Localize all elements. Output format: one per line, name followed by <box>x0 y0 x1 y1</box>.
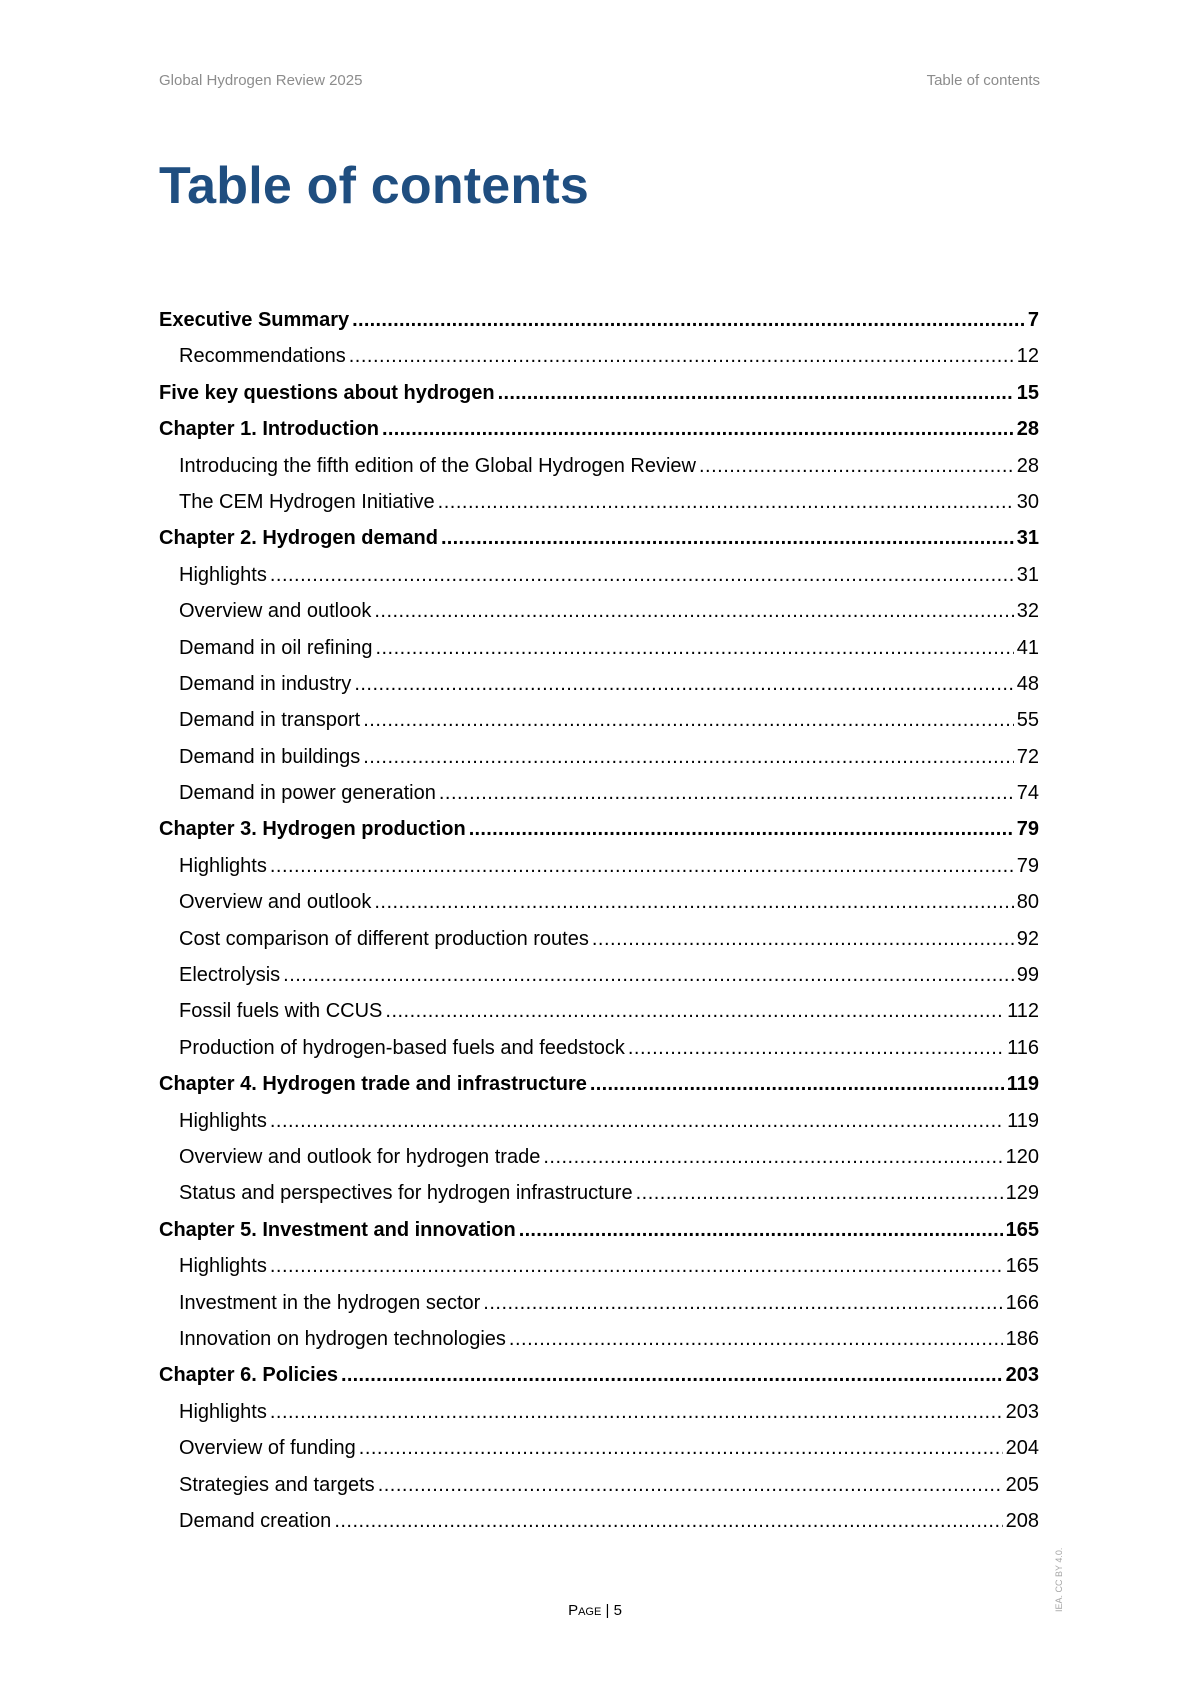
toc-dot-leader <box>341 1357 1003 1393</box>
toc-entry[interactable] <box>159 1248 1039 1284</box>
toc-dot-leader <box>283 957 1014 993</box>
toc-entry-page-number: 92 <box>1016 927 1039 950</box>
toc-entry[interactable] <box>159 593 1039 629</box>
toc-dot-leader <box>374 884 1013 920</box>
toc-entry[interactable] <box>159 1503 1039 1539</box>
toc-dot-leader <box>378 1467 1003 1503</box>
page-separator: | <box>605 1602 610 1619</box>
toc-entry-page-number: 205 <box>1005 1473 1039 1496</box>
toc-entry-page-number: 165 <box>1005 1255 1039 1278</box>
toc-entry-page-number: 116 <box>1007 1036 1039 1059</box>
toc-entry-label: Status and perspectives for hydrogen infrastructure <box>179 1182 633 1205</box>
toc-entry[interactable] <box>159 811 1039 847</box>
toc-entry-label: Overview and outlook for hydrogen trade <box>179 1145 541 1168</box>
toc-entry-page-number: 28 <box>1016 418 1039 441</box>
toc-entry-page-number: 31 <box>1016 563 1039 586</box>
toc-entry[interactable] <box>159 848 1039 884</box>
toc-dot-leader <box>382 411 1014 447</box>
toc-entry[interactable] <box>159 1030 1039 1066</box>
toc-entry-page-number: 32 <box>1016 600 1039 623</box>
toc-entry[interactable] <box>159 1212 1039 1248</box>
toc-entry[interactable] <box>159 775 1039 811</box>
toc-entry[interactable] <box>159 520 1039 556</box>
toc-entry-label: Chapter 4. Hydrogen trade and infrastructure <box>159 1073 587 1096</box>
toc-entry-label: Demand in transport <box>179 709 361 732</box>
toc-entry-page-number: 79 <box>1016 818 1039 841</box>
toc-entry-page-number: 208 <box>1005 1509 1039 1532</box>
toc-entry-label: Electrolysis <box>179 964 281 987</box>
toc-dot-leader <box>628 1030 1004 1066</box>
toc-entry-page-number: 74 <box>1016 782 1039 805</box>
toc-dot-leader <box>363 739 1014 775</box>
toc-entry[interactable] <box>159 1139 1039 1175</box>
toc-entry-label: Overview of funding <box>179 1437 356 1460</box>
toc-entry[interactable] <box>159 1394 1039 1430</box>
page-number: 5 <box>613 1602 622 1619</box>
toc-entry-page-number: 165 <box>1005 1218 1039 1241</box>
toc-dot-leader <box>509 1321 1003 1357</box>
toc-entry[interactable] <box>159 411 1039 447</box>
toc-entry[interactable] <box>159 739 1039 775</box>
toc-entry[interactable] <box>159 448 1039 484</box>
toc-entry-page-number: 120 <box>1005 1145 1039 1168</box>
toc-entry[interactable] <box>159 1175 1039 1211</box>
running-header-right: Table of contents <box>926 72 1040 89</box>
toc-entry-label: Innovation on hydrogen technologies <box>179 1327 506 1350</box>
toc-dot-leader <box>270 848 1014 884</box>
toc-dot-leader <box>385 993 1004 1029</box>
toc-entry-page-number: 166 <box>1005 1291 1039 1314</box>
toc-dot-leader <box>498 375 1014 411</box>
toc-entry-label: Chapter 2. Hydrogen demand <box>159 527 438 550</box>
page-label: Page <box>568 1602 602 1619</box>
toc-entry-page-number: 203 <box>1005 1400 1039 1423</box>
toc-dot-leader <box>592 921 1014 957</box>
toc-dot-leader <box>469 811 1014 847</box>
toc-dot-leader <box>543 1139 1002 1175</box>
toc-entry-label: Investment in the hydrogen sector <box>179 1291 481 1314</box>
toc-entry[interactable] <box>159 1103 1039 1139</box>
toc-entry-label: Demand creation <box>179 1509 332 1532</box>
toc-entry-label: Highlights <box>179 1109 267 1132</box>
toc-dot-leader <box>352 302 1025 338</box>
toc-entry-label: Executive Summary <box>159 309 350 331</box>
toc-entry-page-number: 186 <box>1005 1327 1039 1350</box>
toc-dot-leader <box>374 593 1013 629</box>
toc-dot-leader <box>636 1175 1003 1211</box>
toc-entry-label: Chapter 3. Hydrogen production <box>159 818 466 841</box>
toc-entry-page-number: 48 <box>1016 672 1039 695</box>
toc-entry-page-number: 12 <box>1016 345 1039 368</box>
toc-dot-leader <box>590 1066 1004 1102</box>
toc-entry-page-number: 31 <box>1016 527 1039 550</box>
toc-entry-label: Overview and outlook <box>179 891 372 914</box>
toc-entry[interactable] <box>159 557 1039 593</box>
toc-entry[interactable] <box>159 338 1039 374</box>
toc-entry[interactable] <box>159 375 1039 411</box>
toc-entry-page-number: 112 <box>1007 1000 1039 1023</box>
toc-entry-label: Demand in power generation <box>179 782 436 805</box>
toc-entry-page-number: 129 <box>1005 1182 1039 1205</box>
toc-entry-label: Chapter 5. Investment and innovation <box>159 1218 516 1241</box>
toc-entry[interactable] <box>159 884 1039 920</box>
toc-entry[interactable] <box>159 993 1039 1029</box>
toc-dot-leader <box>441 520 1014 556</box>
page-title: Table of contents <box>159 157 590 215</box>
toc-entry[interactable] <box>159 1285 1039 1321</box>
toc-dot-leader <box>519 1212 1003 1248</box>
toc-entry[interactable] <box>159 957 1039 993</box>
toc-entry-page-number: 28 <box>1016 454 1039 477</box>
toc-entry-page-number: 30 <box>1016 490 1039 513</box>
toc-entry-label: Fossil fuels with CCUS <box>179 1000 383 1023</box>
toc-entry[interactable] <box>159 666 1039 702</box>
toc-entry-label: Five key questions about hydrogen <box>159 381 495 404</box>
toc-entry-page-number: 15 <box>1016 381 1039 404</box>
toc-entry-page-number: 72 <box>1016 745 1039 768</box>
toc-entry-page-number: 79 <box>1016 854 1039 877</box>
toc-dot-leader <box>699 448 1014 484</box>
toc-entry-page-number: 203 <box>1005 1364 1039 1387</box>
toc-entry[interactable] <box>159 1467 1039 1503</box>
toc-entry-label: Highlights <box>179 1400 267 1423</box>
toc-entry[interactable] <box>159 302 1039 338</box>
toc-entry[interactable] <box>159 1357 1039 1393</box>
toc-dot-leader <box>375 630 1013 666</box>
toc-entry-label: Highlights <box>179 1255 267 1278</box>
toc-entry[interactable] <box>159 1430 1039 1466</box>
toc-dot-leader <box>270 1394 1003 1430</box>
toc-dot-leader <box>438 484 1014 520</box>
toc-entry-page-number: 204 <box>1005 1437 1039 1460</box>
toc-dot-leader <box>270 557 1014 593</box>
toc-entry-page-number: 119 <box>1006 1073 1039 1096</box>
toc-entry-label: Highlights <box>179 854 267 877</box>
toc-entry-label: Demand in oil refining <box>179 636 373 659</box>
running-header-left: Global Hydrogen Review 2025 <box>159 72 363 89</box>
page-footer <box>0 1602 1190 1619</box>
toc-dot-leader <box>363 702 1014 738</box>
toc-dot-leader <box>359 1430 1003 1466</box>
toc-entry-page-number: 99 <box>1016 964 1039 987</box>
toc-entry-label: Demand in buildings <box>179 745 361 768</box>
toc-entry[interactable] <box>159 702 1039 738</box>
toc-entry-label: Chapter 6. Policies <box>159 1364 338 1387</box>
toc-entry-label: Production of hydrogen-based fuels and feedstock <box>179 1036 625 1059</box>
toc-dot-leader <box>483 1285 1002 1321</box>
toc-entry[interactable] <box>159 484 1039 520</box>
toc-entry-label: Highlights <box>179 563 267 586</box>
toc-entry-label: Introducing the fifth edition of the Global Hydrogen Review <box>179 454 696 477</box>
toc-entry-label: Chapter 1. Introduction <box>159 418 379 441</box>
toc-entry-page-number: 55 <box>1016 709 1039 732</box>
toc-entry-page-number: 119 <box>1007 1109 1039 1132</box>
toc-entry-page-number: 7 <box>1027 309 1039 331</box>
table-of-contents <box>159 302 1039 1539</box>
toc-entry-label: Strategies and targets <box>179 1473 375 1496</box>
toc-entry[interactable] <box>159 1321 1039 1357</box>
toc-entry[interactable] <box>159 630 1039 666</box>
toc-entry-label: Overview and outlook <box>179 600 372 623</box>
toc-dot-leader <box>349 338 1014 374</box>
toc-dot-leader <box>270 1248 1003 1284</box>
toc-entry-page-number: 80 <box>1016 891 1039 914</box>
toc-entry-label: Demand in industry <box>179 672 352 695</box>
toc-entry-label: Recommendations <box>179 345 346 368</box>
license-notice: IEA. CC BY 4.0. <box>1054 1547 1064 1612</box>
toc-entry[interactable] <box>159 1066 1039 1102</box>
toc-entry-label: The CEM Hydrogen Initiative <box>179 490 435 513</box>
toc-entry-page-number: 41 <box>1016 636 1039 659</box>
toc-dot-leader <box>354 666 1013 702</box>
toc-dot-leader <box>270 1103 1004 1139</box>
toc-dot-leader <box>334 1503 1002 1539</box>
toc-dot-leader <box>439 775 1014 811</box>
toc-entry-label: Cost comparison of different production routes <box>179 927 589 950</box>
toc-entry[interactable] <box>159 921 1039 957</box>
